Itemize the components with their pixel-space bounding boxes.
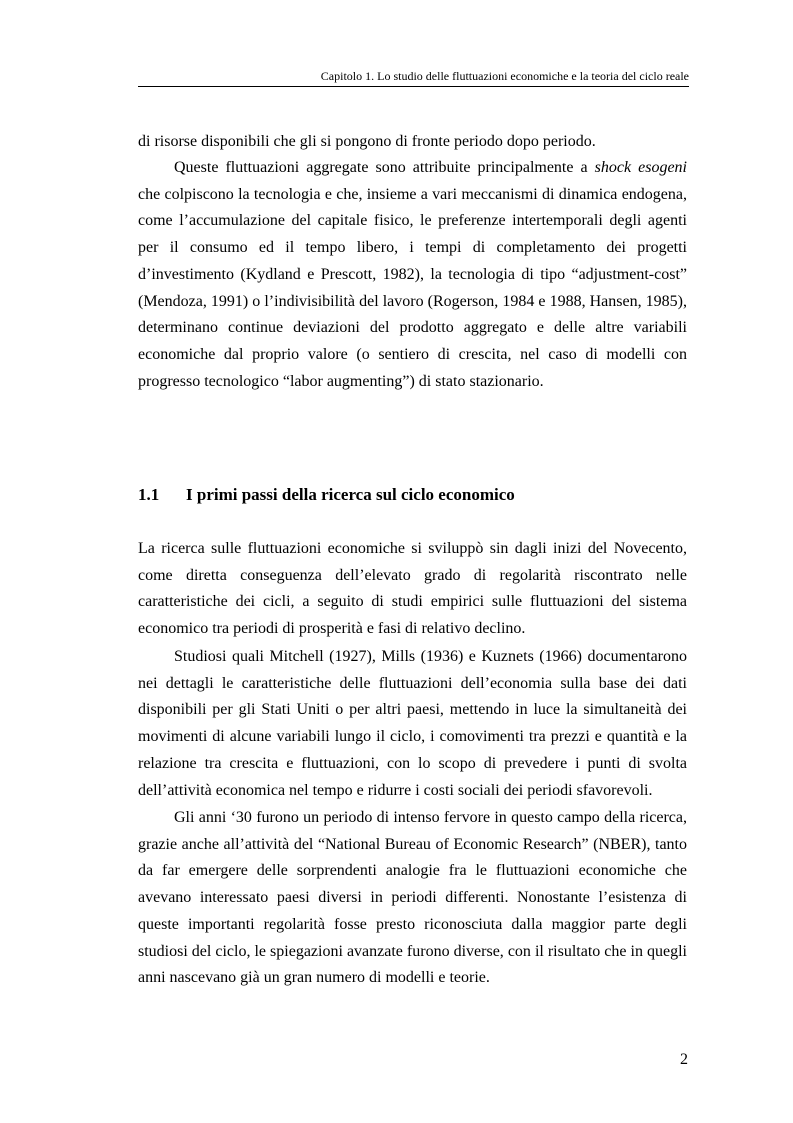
paragraph-text: che colpiscono la tecnologia e che, insieme a vari meccanismi di dinamica endogena, come l’accumulazione del capitale fisico, le preferenze intertemporali degli agenti per il consumo ed il tempo libero, i tempi di completamento dei progetti d’investimento (Kydland e Prescott, 1982), la tecnologia di tipo “adjustment-cost” (Mendoza, 1991) o l’indivisibilità del lavoro (Rogerson, 1984 e 1988, Hansen, 1985), determinano continue deviazioni del prodotto aggregato e delle altre variabili economiche dal proprio valore (o sentiero di crescita, nel caso di modelli con progresso tecnologico “labor augmenting”) di stato stazionario. [138, 185, 687, 390]
section-title: I primi passi della ricerca sul ciclo economico [186, 485, 515, 504]
section-heading [138, 484, 515, 506]
header-rule [138, 86, 689, 87]
page-number: 2 [680, 1051, 688, 1068]
paragraph-studiosi: Studiosi quali Mitchell (1927), Mills (1936) e Kuznets (1966) documentarono nei dettagli le caratteristiche delle fluttuazioni dell’economia sulla base dei dati disponibili per gli Stati Uniti o per altri paesi, mettendo in luce la simultaneità dei movimenti di alcune variabili lungo il ciclo, i comovimenti tra prezzi e quantità e la relazione tra crescita e fluttuazioni, con lo scopo di prevedere i punti di svolta dell’attività economica nel tempo e ridurre i costi sociali dei periodi sfavorevoli. [138, 648, 687, 799]
paragraph-ricerca: La ricerca sulle fluttuazioni economiche si sviluppò sin dagli inizi del Novecento, come diretta conseguenza dell’elevato grado di regolarità riscontrato nelle caratteristiche dei cicli, a seguito di studi empirici sulle fluttuazioni del sistema economico tra periodi di prosperità e fasi di relativo declino. [138, 540, 687, 638]
paragraph-shock-esogeni [138, 155, 687, 395]
emphasis-term: shock esogeni [594, 159, 687, 176]
running-header: Capitolo 1. Lo studio delle fluttuazioni economiche e la teoria del ciclo reale [320, 69, 689, 83]
paragraph-text: Queste fluttuazioni aggregate sono attribuite principalmente a [174, 159, 595, 176]
paragraph-anni-30: Gli anni ‘30 furono un periodo di intenso fervore in questo campo della ricerca, grazie anche all’attività del “National Bureau of Economic Research” (NBER), tanto da far emergere delle sorprendenti analogie fra le fluttuazioni economiche che avevano interessato paesi diversi in periodi differenti. Nonostante l’esistenza di queste importanti regolarità fosse presto riconosciuta dalla maggior parte degli studiosi del ciclo, le spiegazioni avanzate furono diverse, con il risultato che in quegli anni nascevano già un gran numero di modelli e teorie. [138, 809, 687, 987]
section-number: 1.1 [138, 485, 160, 504]
paragraph-continuation: di risorse disponibili che gli si pongono di fronte periodo dopo periodo. [138, 133, 596, 150]
